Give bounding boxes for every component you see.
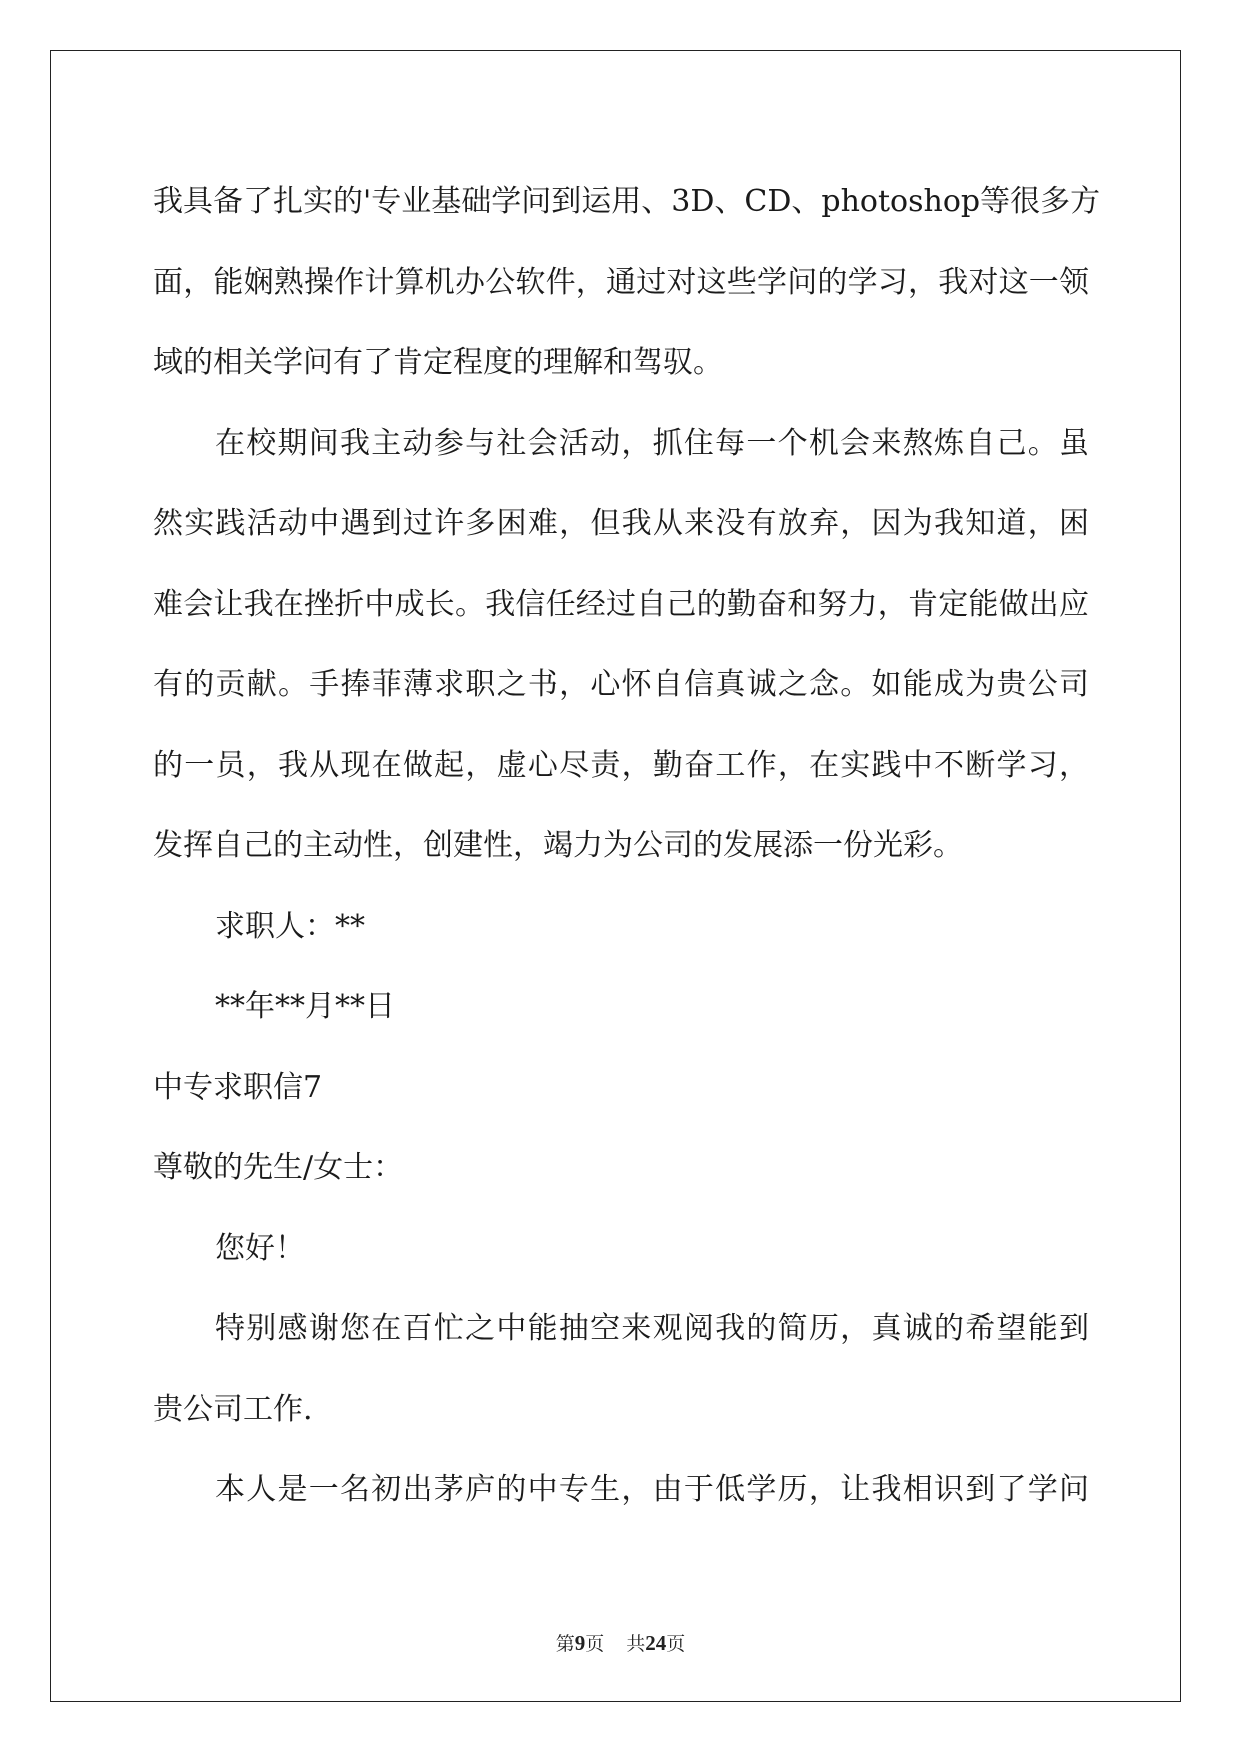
text-line: 的一员，我从现在做起，虚心尽责，勤奋工作，在实践中不断学习， — [153, 747, 1089, 783]
text-line: 难会让我在挫折中成长。我信任经过自己的勤奋和努力，肯定能做出应 — [153, 586, 1089, 622]
applicant-signature: 求职人：** — [215, 908, 365, 944]
footer-prefix: 第 — [555, 1633, 575, 1655]
text-line: 本人是一名初出茅庐的中专生，由于低学历，让我相识到了学问 — [215, 1472, 1089, 1507]
salutation: 尊敬的先生/女士： — [153, 1150, 404, 1185]
text-line: 面，能娴熟操作计算机办公软件，通过对这些学问的学习，我对这一领 — [153, 264, 1089, 300]
greeting: 您好！ — [215, 1230, 305, 1266]
page-footer — [0, 1629, 1241, 1656]
footer-page-suffix: 页 — [585, 1633, 605, 1655]
text-line: 域的相关学问有了肯定程度的理解和驾驭。 — [153, 345, 723, 380]
text-line: 然实践活动中遇到过许多困难，但我从来没有放弃，因为我知道，困 — [153, 506, 1089, 541]
total-pages: 24 — [645, 1631, 667, 1655]
letter-body — [153, 162, 1101, 1531]
signature-date: **年**月**日 — [215, 989, 395, 1024]
footer-total-suffix: 页 — [666, 1633, 686, 1655]
text-line: 在校期间我主动参与社会活动，抓住每一个机会来熬炼自己。虽 — [215, 425, 1089, 461]
text-line: 有的贡献。手捧菲薄求职之书，心怀自信真诚之念。如能成为贵公司 — [153, 667, 1089, 702]
text-line: 贵公司工作. — [153, 1391, 313, 1427]
footer-total-prefix: 共 — [626, 1633, 646, 1655]
text-line: 特别感谢您在百忙之中能抽空来观阅我的简历，真诚的希望能到 — [215, 1311, 1089, 1346]
page-number: 9 — [574, 1631, 586, 1655]
text-line: 发挥自己的主动性，创建性，竭力为公司的发展添一份光彩。 — [153, 828, 963, 863]
text-line: 我具备了扎实的'专业基础学问到运用、3D、CD、photoshop等很多方 — [153, 184, 1101, 219]
section-title: 中专求职信7 — [153, 1069, 323, 1105]
